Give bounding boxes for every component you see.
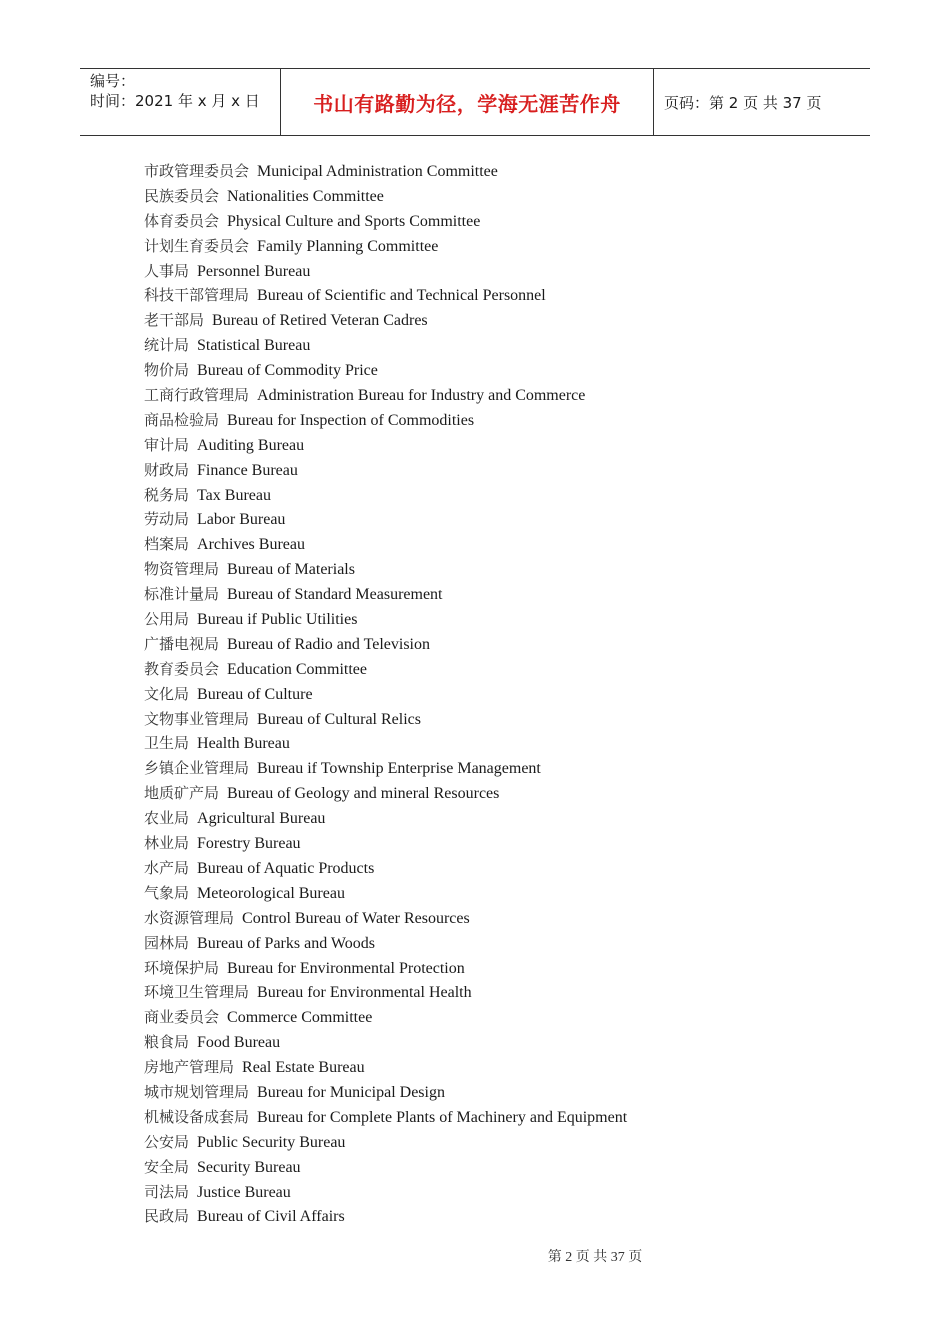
list-item	[144, 856, 627, 881]
list-item	[144, 234, 627, 259]
entry-chinese-term: 商业委员会	[144, 1008, 220, 1027]
entry-english-term: Justice Bureau	[197, 1183, 291, 1201]
entry-chinese-term: 粮食局	[144, 1033, 190, 1052]
entry-chinese-term: 城市规划管理局	[144, 1082, 250, 1101]
list-item	[144, 259, 627, 284]
entry-chinese-term: 物资管理局	[144, 560, 220, 579]
entry-english-term: Real Estate Bureau	[242, 1059, 365, 1077]
list-item	[144, 433, 627, 458]
list-item	[144, 209, 627, 234]
list-item	[144, 906, 627, 931]
entry-english-term: Bureau for Complete Plants of Machinery and Equipment	[257, 1108, 628, 1126]
entry-chinese-term: 司法局	[144, 1182, 190, 1201]
entry-english-term: Forestry Bureau	[197, 835, 301, 853]
list-item	[144, 1130, 627, 1155]
entry-english-term: Public Security Bureau	[197, 1133, 346, 1151]
list-item	[144, 980, 627, 1005]
entry-chinese-term: 广播电视局	[144, 634, 220, 653]
entry-chinese-term: 教育委员会	[144, 659, 220, 678]
list-item	[144, 956, 627, 981]
entry-chinese-term: 民政局	[144, 1207, 190, 1226]
entry-english-term: Tax Bureau	[197, 486, 271, 504]
list-item	[144, 1105, 627, 1130]
entry-chinese-term: 乡镇企业管理局	[144, 759, 250, 778]
entry-chinese-term: 税务局	[144, 485, 190, 504]
list-item	[144, 383, 627, 408]
entry-english-term: Bureau of Retired Veteran Cadres	[212, 312, 428, 330]
entry-chinese-term: 计划生育委员会	[144, 236, 250, 255]
entry-chinese-term: 园林局	[144, 933, 190, 952]
list-item	[144, 333, 627, 358]
entry-chinese-term: 农业局	[144, 809, 190, 828]
entry-chinese-term: 公安局	[144, 1132, 190, 1151]
entry-english-term: Physical Culture and Sports Committee	[227, 212, 481, 230]
entry-chinese-term: 卫生局	[144, 734, 190, 753]
entry-english-term: Agricultural Bureau	[197, 810, 326, 828]
entry-english-term: Bureau of Commodity Price	[197, 362, 378, 380]
entry-chinese-term: 公用局	[144, 610, 190, 629]
list-item	[144, 682, 627, 707]
glossary-list	[144, 159, 627, 1229]
entry-english-term: Bureau of Cultural Relics	[257, 710, 421, 728]
list-item	[144, 607, 627, 632]
list-item	[144, 159, 627, 184]
entry-english-term: Bureau if Township Enterprise Management	[257, 760, 541, 778]
entry-english-term: Bureau of Parks and Woods	[197, 934, 375, 952]
entry-english-term: Personnel Bureau	[197, 262, 311, 280]
entry-chinese-term: 标准计量局	[144, 585, 220, 604]
list-item	[144, 507, 627, 532]
entry-english-term: Bureau of Materials	[227, 561, 355, 579]
header-motto: 书山有路勤为径，学海无涯苦作舟	[281, 69, 654, 135]
list-item	[144, 781, 627, 806]
list-item	[144, 806, 627, 831]
entry-english-term: Bureau of Civil Affairs	[197, 1208, 345, 1226]
entry-english-term: Bureau for Municipal Design	[257, 1083, 445, 1101]
list-item	[144, 657, 627, 682]
entry-chinese-term: 工商行政管理局	[144, 386, 250, 405]
entry-english-term: Bureau of Scientific and Technical Personnel	[257, 287, 546, 305]
list-item	[144, 731, 627, 756]
entry-english-term: Control Bureau of Water Resources	[242, 909, 470, 927]
entry-english-term: Food Bureau	[197, 1034, 281, 1052]
header-page-info: 页码：第 2 页 共 37 页	[664, 93, 822, 112]
entry-english-term: Bureau of Geology and mineral Resources	[227, 785, 500, 803]
list-item	[144, 831, 627, 856]
list-item	[144, 1005, 627, 1030]
list-item	[144, 483, 627, 508]
entry-english-term: Bureau for Inspection of Commodities	[227, 411, 475, 429]
entry-english-term: Bureau for Environmental Health	[257, 984, 472, 1002]
page-header	[80, 68, 870, 136]
entry-english-term: Labor Bureau	[197, 511, 286, 529]
entry-english-term: Health Bureau	[197, 735, 290, 753]
entry-chinese-term: 气象局	[144, 883, 190, 902]
entry-chinese-term: 档案局	[144, 535, 190, 554]
list-item	[144, 458, 627, 483]
entry-english-term: Bureau of Radio and Television	[227, 635, 430, 653]
entry-english-term: Auditing Bureau	[197, 436, 305, 454]
entry-english-term: Commerce Committee	[227, 1009, 373, 1027]
entry-chinese-term: 体育委员会	[144, 211, 220, 230]
entry-chinese-term: 财政局	[144, 460, 190, 479]
entry-chinese-term: 物价局	[144, 361, 190, 380]
list-item	[144, 283, 627, 308]
list-item	[144, 1180, 627, 1205]
list-item	[144, 408, 627, 433]
list-item	[144, 582, 627, 607]
entry-chinese-term: 环境卫生管理局	[144, 983, 250, 1002]
list-item	[144, 358, 627, 383]
list-item	[144, 308, 627, 333]
entry-chinese-term: 地质矿产局	[144, 784, 220, 803]
list-item	[144, 1030, 627, 1055]
entry-english-term: Bureau for Environmental Protection	[227, 959, 465, 977]
entry-english-term: Bureau of Culture	[197, 685, 313, 703]
entry-chinese-term: 水资源管理局	[144, 908, 235, 927]
entry-english-term: Bureau of Aquatic Products	[197, 859, 375, 877]
list-item	[144, 707, 627, 732]
entry-chinese-term: 文物事业管理局	[144, 709, 250, 728]
entry-english-term: Administration Bureau for Industry and Commerce	[257, 387, 586, 405]
entry-chinese-term: 安全局	[144, 1157, 190, 1176]
entry-chinese-term: 人事局	[144, 261, 190, 280]
document-number-label: 编号：	[90, 72, 136, 90]
entry-english-term: Statistical Bureau	[197, 337, 311, 355]
entry-english-term: Municipal Administration Committee	[257, 163, 498, 180]
list-item	[144, 1080, 627, 1105]
list-item	[144, 532, 627, 557]
entry-chinese-term: 老干部局	[144, 311, 205, 330]
list-item	[144, 1204, 627, 1229]
entry-chinese-term: 机械设备成套局	[144, 1107, 250, 1126]
page-footer: 第 2 页 共 37 页	[547, 1250, 643, 1265]
entry-english-term: Finance Bureau	[197, 461, 298, 479]
entry-chinese-term: 科技干部管理局	[144, 286, 250, 305]
entry-chinese-term: 文化局	[144, 684, 190, 703]
list-item	[144, 881, 627, 906]
entry-chinese-term: 劳动局	[144, 510, 190, 529]
entry-chinese-term: 商品检验局	[144, 410, 220, 429]
entry-chinese-term: 水产局	[144, 858, 190, 877]
list-item	[144, 184, 627, 209]
entry-chinese-term: 林业局	[144, 834, 190, 853]
header-meta	[80, 69, 281, 135]
list-item	[144, 632, 627, 657]
entry-chinese-term: 审计局	[144, 435, 190, 454]
list-item	[144, 931, 627, 956]
entry-english-term: Bureau of Standard Measurement	[227, 586, 443, 604]
entry-chinese-term: 房地产管理局	[144, 1058, 235, 1077]
entry-chinese-term: 统计局	[144, 336, 190, 355]
entry-chinese-term: 环境保护局	[144, 958, 220, 977]
list-item	[144, 756, 627, 781]
entry-chinese-term: 市政管理委员会	[144, 162, 250, 180]
entry-english-term: Nationalities Committee	[227, 187, 384, 205]
entry-english-term: Education Committee	[227, 660, 367, 678]
document-date: 时间：2021 年 x 月 x 日	[90, 92, 260, 110]
entry-english-term: Archives Bureau	[197, 536, 305, 554]
list-item	[144, 1055, 627, 1080]
entry-english-term: Bureau if Public Utilities	[197, 611, 358, 629]
entry-english-term: Security Bureau	[197, 1158, 301, 1176]
list-item	[144, 1155, 627, 1180]
entry-english-term: Family Planning Committee	[257, 237, 439, 255]
entry-chinese-term: 民族委员会	[144, 186, 220, 205]
list-item	[144, 557, 627, 582]
entry-english-term: Meteorological Bureau	[197, 884, 345, 902]
